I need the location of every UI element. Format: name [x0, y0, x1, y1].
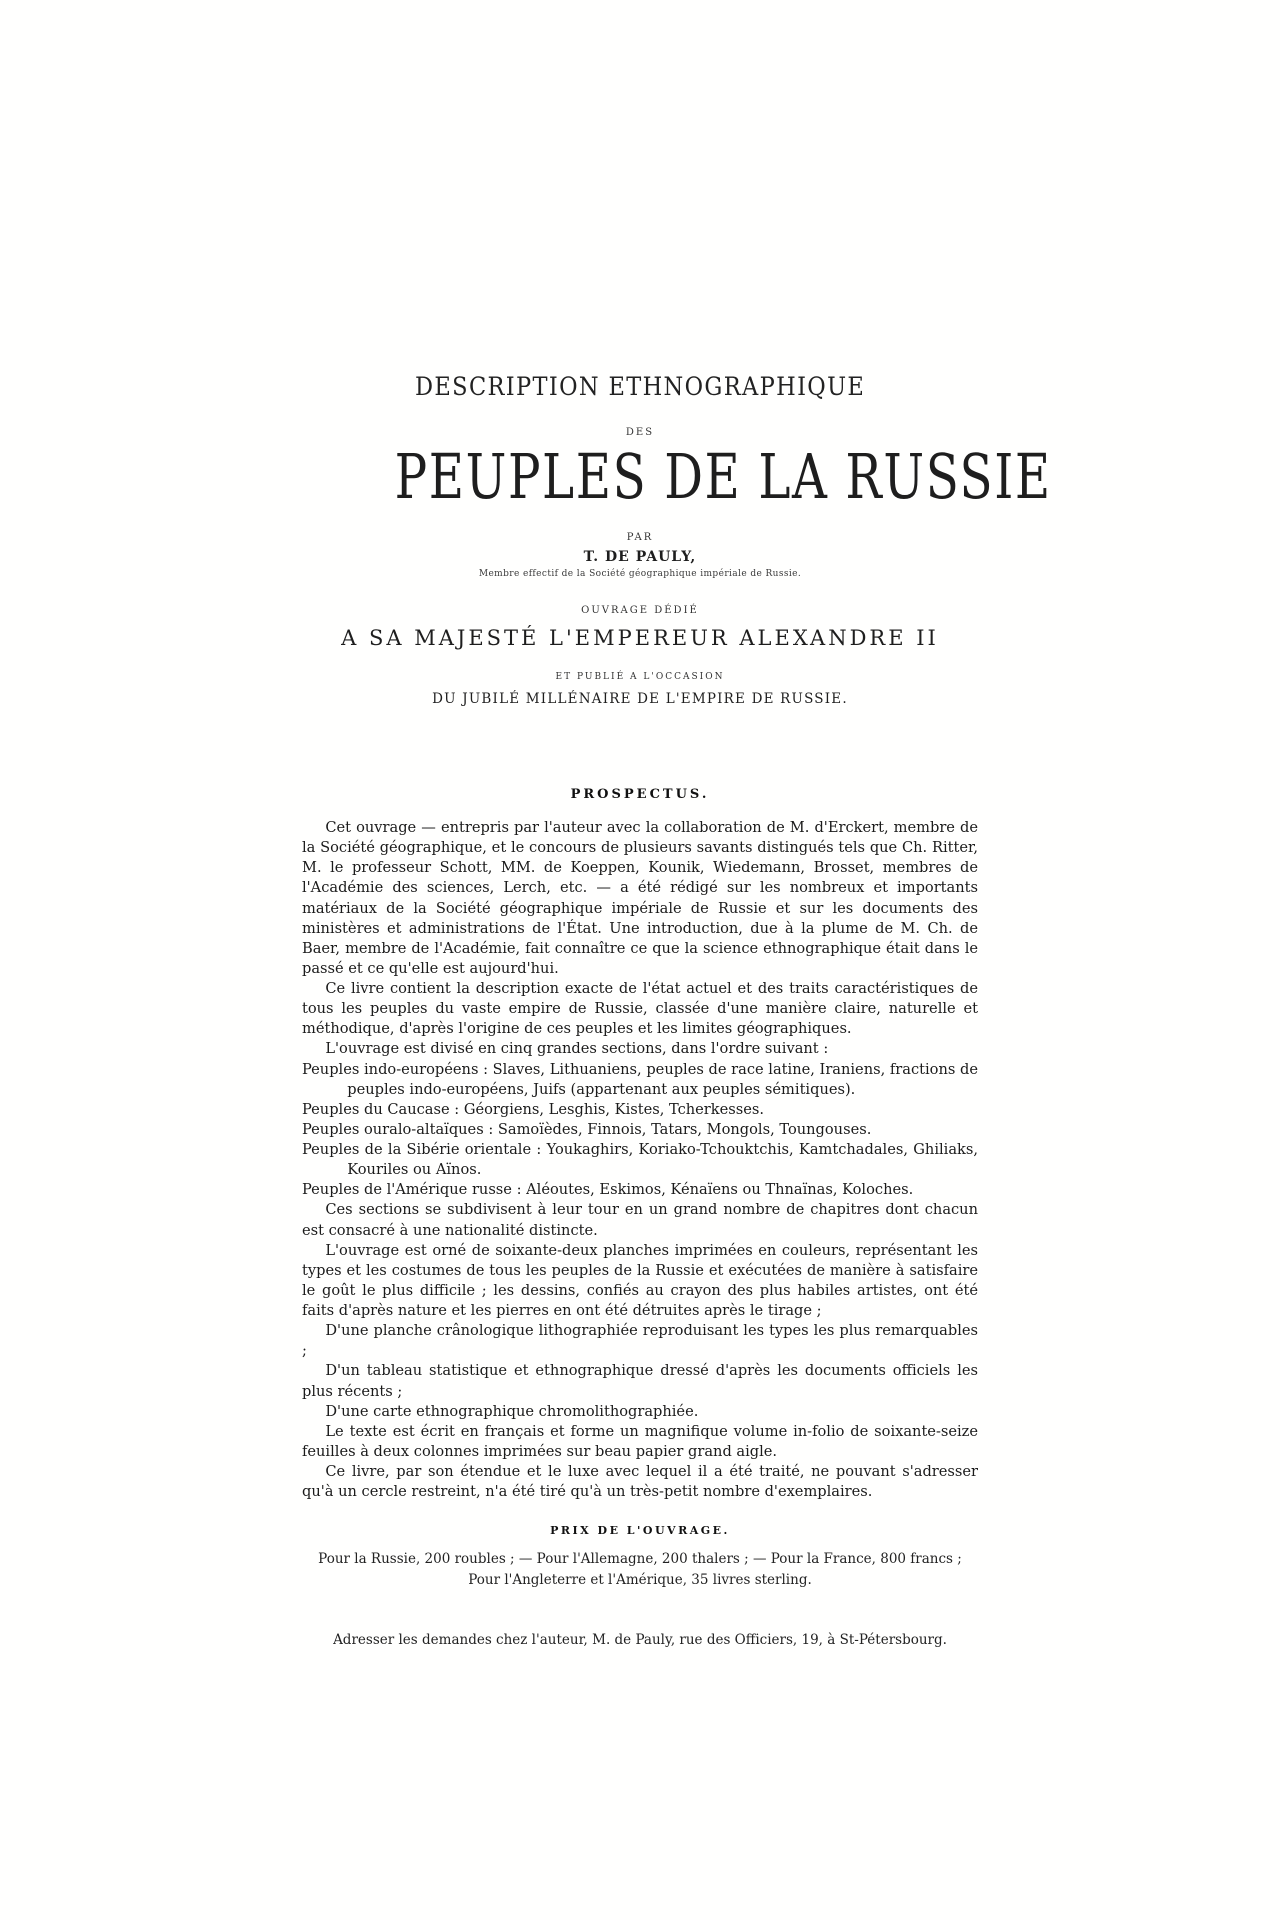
main-title-text: PEUPLES DE LA RUSSIE — [394, 440, 1052, 513]
body-paragraph: D'une planche crânologique lithographiée reproduisant les types les plus remarquables ; — [302, 1322, 978, 1360]
des-label: DES — [625, 427, 655, 438]
author-name: T. DE PAULY, — [583, 549, 697, 565]
section-list-item: Peuples de la Sibérie orientale : Youkaghirs, Koriako-Tchouktchis, Kamtchadales, Ghiliaks, Kouriles ou Aïnos. — [302, 1141, 978, 1179]
publication-intro: ET PUBLIÉ A L'OCCASION — [555, 672, 725, 682]
dedication-line: A SA MAJESTÉ L'EMPEREUR ALEXANDRE II — [341, 626, 939, 650]
body-paragraph: L'ouvrage est orné de soixante-deux planches imprimées en couleurs, représentant les types et les costumes de tous les peuples de la Russie et exécutées de manière à satisfaire le goût le plus difficile ; les dessins, confiés au crayon des plus habiles artistes, ont été faits d'après nature et les pierres en ont été détruites après le tirage ; — [302, 1241, 978, 1319]
body-paragraph: L'ouvrage est divisé en cinq grandes sections, dans l'ordre suivant : — [325, 1040, 829, 1058]
prospectus-body — [302, 818, 978, 1502]
body-paragraph: Ce livre, par son étendue et le luxe avec lequel il a été traité, ne pouvant s'adresser qu'à un cercle restreint, n'a été tiré qu'à un très-petit nombre d'exemplaires. — [302, 1463, 978, 1501]
body-paragraph: Ces sections se subdivisent à leur tour en un grand nombre de chapitres dont chacun est consacré à une nationalité distincte. — [302, 1201, 978, 1239]
occasion-line: DU JUBILÉ MILLÉNAIRE DE L'EMPIRE DE RUSSIE. — [432, 691, 848, 707]
supertitle: DESCRIPTION ETHNOGRAPHIQUE — [414, 372, 866, 401]
body-paragraph: Ce livre contient la description exacte de l'état actuel et des traits caractéristiques de tous les peuples du vaste empire de Russie, classée d'une manière claire, naturelle et méthodique, d'après l'origine de ces peuples et les limites géographiques. — [302, 980, 978, 1038]
section-list-item: Peuples ouralo-altaïques : Samoïèdes, Finnois, Tatars, Mongols, Toungouses. — [302, 1120, 872, 1138]
body-paragraph: Le texte est écrit en français et forme un magnifique volume in-folio de soixante-seize feuilles à deux colonnes imprimées sur beau papier grand aigle. — [302, 1422, 978, 1460]
price-line: Pour l'Angleterre et l'Amérique, 35 livres sterling. — [468, 1571, 812, 1588]
par-label: PAR — [626, 532, 654, 543]
dedication-intro: OUVRAGE DÉDIÉ — [581, 605, 699, 616]
body-paragraph: Cet ouvrage — entrepris par l'auteur avec la collaboration de M. d'Erckert, membre de la Société géographique, et le concours de plusieurs savants distingués tels que Ch. Ritter, M. le professeur Schott, MM. de Koeppen, Kounik, Wiedemann, Brosset, membres de l'Académie des sciences, Lerch, etc. — a été rédigé sur les nombreux et importants matériaux de la Société géographique impériale de Russie et sur les documents des ministères et administrations de l'État. Une introduction, due à la plume de M. Ch. de Baer, membre de l'Académie, fait connaître ce que la science ethnographique était dans le passé et ce qu'elle est aujourd'hui. — [302, 819, 978, 977]
price-heading: PRIX DE L'OUVRAGE. — [550, 1524, 730, 1538]
body-paragraph: D'un tableau statistique et ethnographique dressé d'après les documents officiels les plus récents ; — [302, 1362, 978, 1400]
author-subtitle: Membre effectif de la Société géographique impériale de Russie. — [478, 569, 802, 579]
section-list-item: Peuples de l'Amérique russe : Aléoutes, Eskimos, Kénaïens ou Thnaïnas, Koloches. — [302, 1181, 914, 1199]
main-title — [302, 440, 1052, 513]
price-line: Pour la Russie, 200 roubles ; — Pour l'Allemagne, 200 thalers ; — Pour la France, 800 francs ; — [318, 1551, 962, 1568]
prospectus-heading: PROSPECTUS. — [570, 787, 710, 802]
supertitle-row — [302, 372, 978, 401]
order-address: Adresser les demandes chez l'auteur, M. de Pauly, rue des Officiers, 19, à St-Pétersbourg. — [333, 1631, 947, 1648]
section-list-item: Peuples indo-européens : Slaves, Lithuaniens, peuples de race latine, Iraniens, fractions de peuples indo-européens, Juifs (appartenant aux peuples sémitiques). — [302, 1060, 978, 1098]
price-lines — [302, 1549, 978, 1590]
section-list-item: Peuples du Caucase : Géorgiens, Lesghis, Kistes, Tcherkesses. — [302, 1100, 765, 1118]
document-content — [302, 0, 1052, 1648]
body-paragraph: D'une carte ethnographique chromolithographiée. — [325, 1402, 699, 1420]
